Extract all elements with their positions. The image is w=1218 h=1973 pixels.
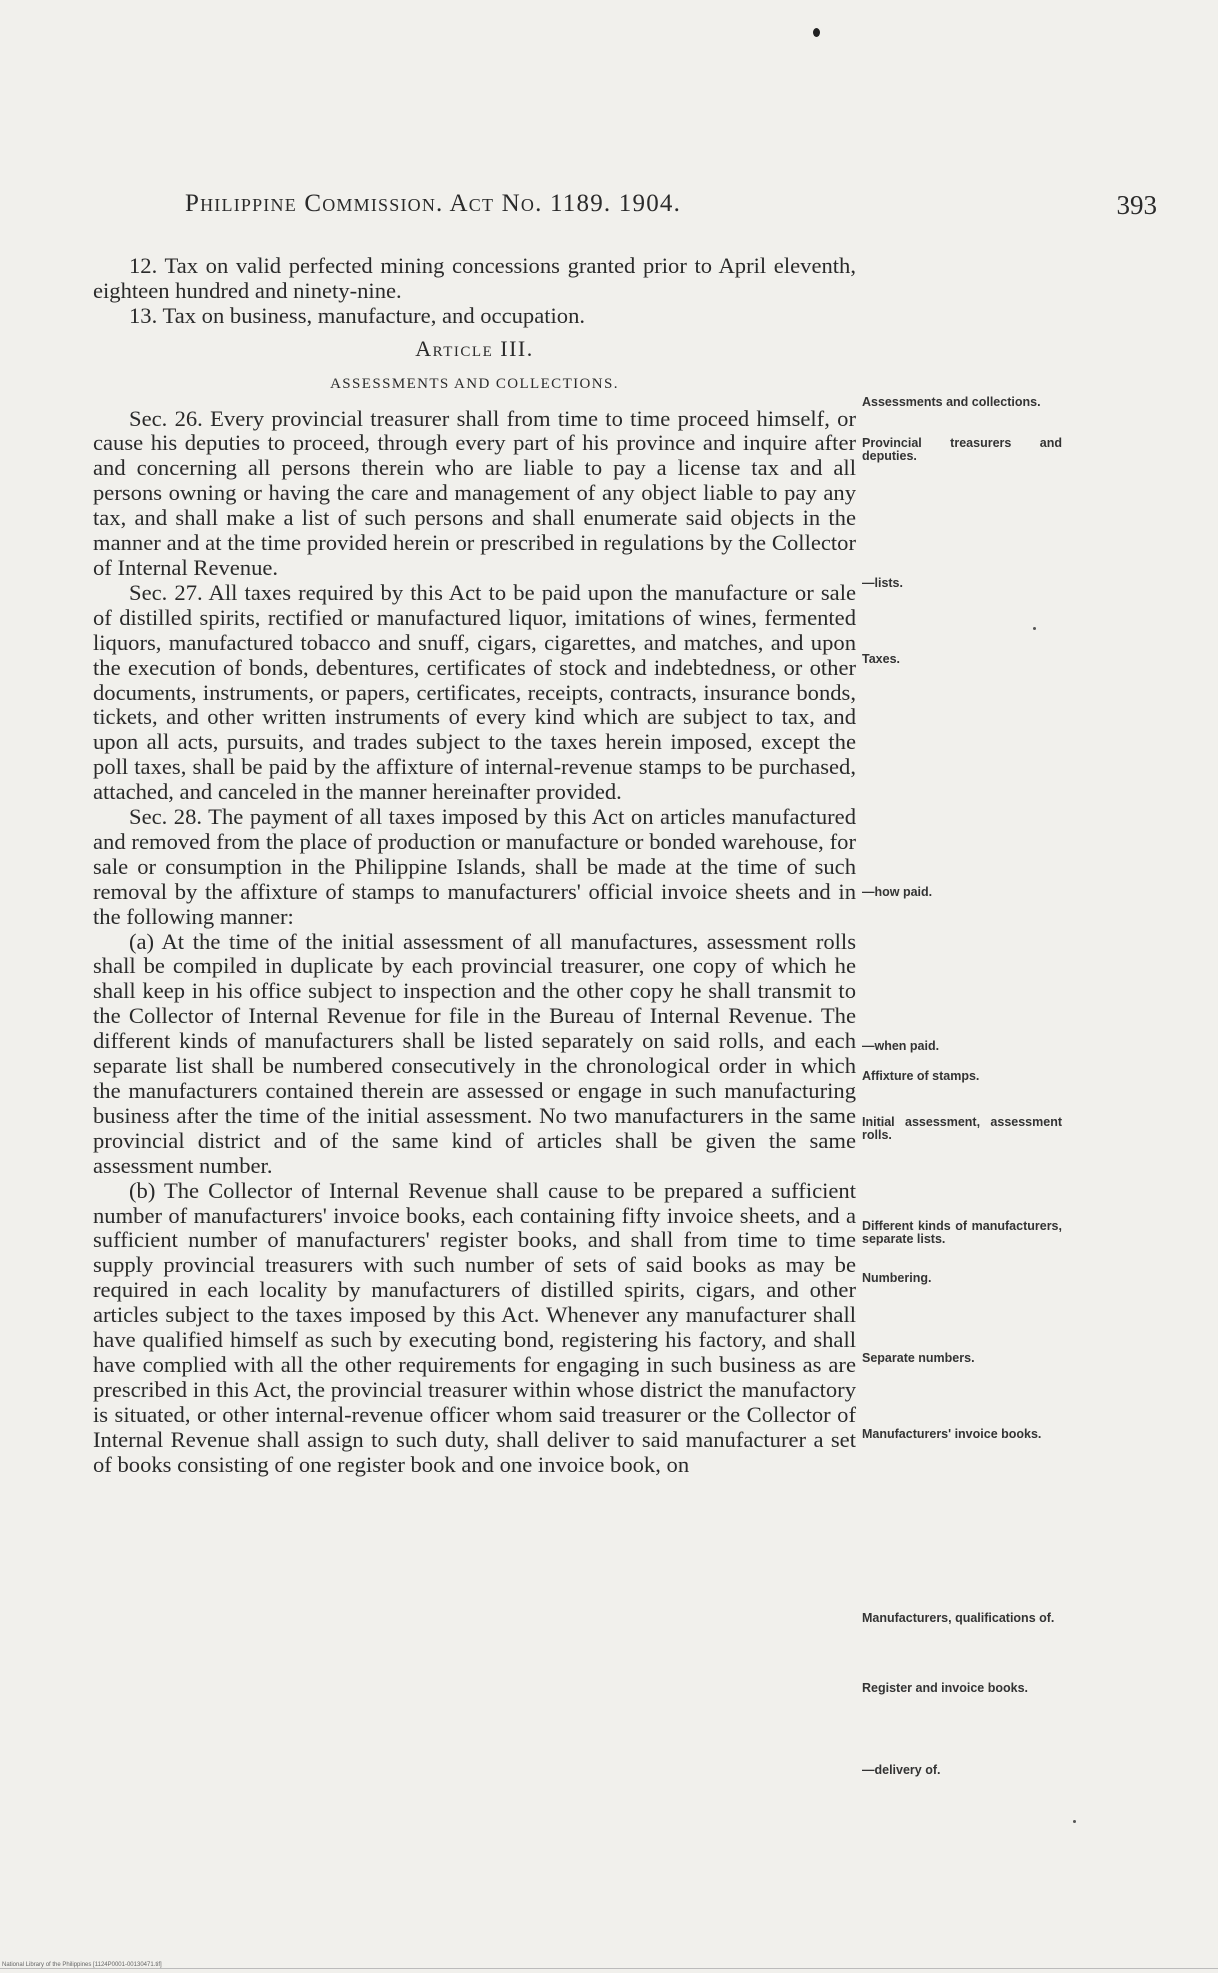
margin-note: Assessments and collections. [862, 395, 1041, 409]
list-item-12: 12. Tax on valid perfected mining concessions granted prior to April eleventh, eighteen hundred and ninety-nine. [93, 253, 856, 303]
article-heading: ASSESSMENTS AND COLLECTIONS. [330, 375, 619, 392]
margin-note: —lists. [862, 576, 903, 590]
margin-note: Initial assessment, assessment rolls. [862, 1115, 1062, 1142]
section-28: Sec. 28. The payment of all taxes imposed by this Act on articles manufactured and removed from the place of production or manufacture or bonded warehouse, for sale or consumption in the Philippine Islands, shall be made at the time of such removal by the affixture of stamps to manufacturers' official invoice sheets and in the following manner: [93, 804, 856, 929]
margin-note: Affixture of stamps. [862, 1069, 980, 1083]
scan-footer: National Library of the Philippines [1124P0001-00130471.tif] [2, 1962, 162, 1968]
margin-note: —how paid. [862, 885, 933, 899]
ink-dot [813, 28, 820, 37]
list-item-13: 13. Tax on business, manufacture, and occupation. [129, 302, 586, 328]
margin-note: Taxes. [862, 652, 900, 666]
running-head [185, 190, 1165, 224]
margin-note: Register and invoice books. [862, 1681, 1029, 1695]
speck [1073, 1820, 1076, 1823]
scan-edge [0, 1968, 1218, 1969]
section-26: Sec. 26. Every provincial treasurer shall from time to time proceed himself, or cause his deputies to proceed, through every part of his province and inquire after and concerning all persons therein who are liable to pay a license tax and all persons owning or having the care and management of any object liable to pay any tax, and shall make a list of such persons and shall enumerate said objects in the manner and at the time provided herein or prescribed in regulations by the Collector of Internal Revenue. [93, 405, 856, 580]
margin-note: Manufacturers' invoice books. [862, 1427, 1042, 1441]
margin-note: Manufacturers, qualifications of. [862, 1611, 1055, 1625]
margin-note: Separate numbers. [862, 1351, 975, 1365]
article-title: Article III. [415, 335, 534, 361]
paragraph-a: (a) At the time of the initial assessment of all manufactures, assessment rolls shall be compiled in duplicate by each provincial treasurer, one copy of which he shall keep in his office subject to inspection and the other copy he shall transmit to the Collector of Internal Revenue for file in the Bureau of Internal Revenue. The different kinds of manufacturers shall be listed separately on said rolls, and each separate list shall be numbered consecutively in the chronological order in which the manufacturers contained therein are assessed or engage in such manufacturing business after the time of the initial assessment. No two manufacturers in the same provincial district and of the same kind of articles shall be given the same assessment number. [93, 928, 856, 1178]
page-number: 393 [1116, 190, 1157, 220]
section-27: Sec. 27. All taxes required by this Act to be paid upon the manufacture or sale of distilled spirits, rectified or manufactured liquor, imitations of wines, fermented liquors, manufactured tobacco and snuff, cigars, cigarettes, and matches, and upon the execution of bonds, debentures, certificates of stock and indebtedness, or other documents, instruments, or papers, certificates, receipts, contracts, insurance bonds, tickets, and other written instruments of every kind which are subject to tax, and upon all acts, pursuits, and trades subject to the taxes herein imposed, except the poll taxes, shall be paid by the affixture of internal-revenue stamps to be purchased, attached, and canceled in the manner hereinafter provided. [93, 579, 856, 805]
margin-note: —delivery of. [862, 1763, 941, 1777]
margin-note: Different kinds of manufacturers, separate lists. [862, 1219, 1062, 1246]
margin-note: Provincial treasurers and deputies. [862, 436, 1062, 463]
speck [1033, 627, 1036, 630]
main-text [93, 254, 856, 1478]
paragraph-b: (b) The Collector of Internal Revenue shall cause to be prepared a sufficient number of manufacturers' invoice books, each containing fifty invoice sheets, and a sufficient number of manufacturers' register books, and shall from time to time supply provincial treasurers with such number of sets of said books as may be required in each locality by manufacturers of distilled spirits, cigars, and other articles subject to the taxes imposed by this Act. Whenever any manufacturer shall have qualified himself as such by executing bond, registering his factory, and shall have complied with all the other requirements for engaging in such business as are prescribed in this Act, the provincial treasurer within whose district the manufactory is situated, or other internal-revenue officer whom said treasurer or the Collector of Internal Revenue shall assign to such duty, shall deliver to said manufacturer a set of books consisting of one register book and one invoice book, on [93, 1177, 856, 1477]
margin-note: —when paid. [862, 1039, 940, 1053]
margin-note: Numbering. [862, 1271, 932, 1285]
running-head-title: Philippine Commission. Act No. 1189. 1904. [185, 190, 682, 217]
